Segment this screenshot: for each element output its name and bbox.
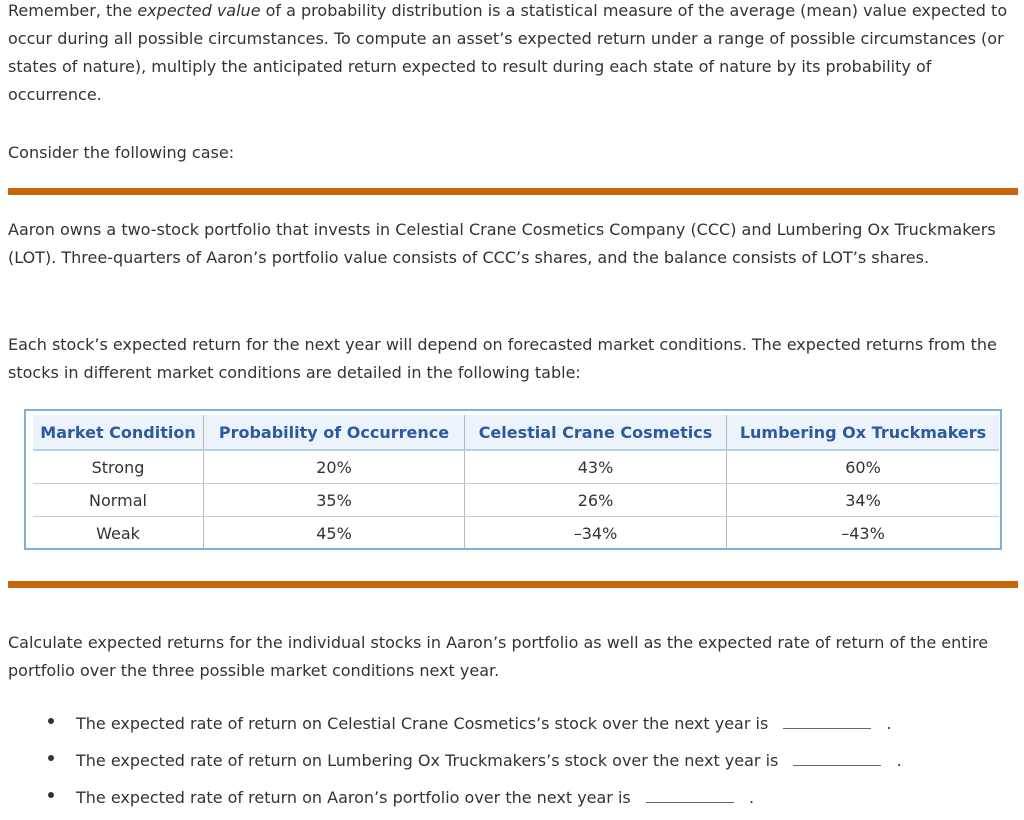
list-item xyxy=(54,745,902,782)
section-divider-top xyxy=(8,188,1018,195)
returns-table-container xyxy=(24,409,1002,550)
consider-text: Consider the following case: xyxy=(8,143,235,162)
cell-ccc-return: 26% xyxy=(465,484,727,517)
intro-paragraph xyxy=(8,0,1016,109)
cell-probability: 45% xyxy=(204,517,465,550)
table-header-row xyxy=(33,415,999,450)
question-text-lot: The expected rate of return on Lumbering Ox Truckmakers’s stock over the next year is xyxy=(76,751,779,770)
calculate-paragraph: Calculate expected returns for the individual stocks in Aaron’s portfolio as well as the expected rate of return of the entire portfolio over the three possible market conditions next year. xyxy=(8,633,989,680)
answer-period: . xyxy=(896,751,902,770)
table-intro-paragraph: Each stock’s expected return for the next year will depend on forecasted market conditions. The expected returns from the stocks in different market conditions are detailed in the following table: xyxy=(8,335,997,382)
answer-period: . xyxy=(748,788,755,807)
list-item xyxy=(54,782,902,819)
question-text-ccc: The expected rate of return on Celestial Crane Cosmetics’s stock over the next year is xyxy=(76,714,769,733)
bullet-dot xyxy=(48,792,54,798)
cell-ccc-return: –34% xyxy=(465,517,727,550)
cell-lot-return: 34% xyxy=(727,484,1000,517)
bullet-dot xyxy=(48,755,54,761)
header-lot: Lumbering Ox Truckmakers xyxy=(727,415,1000,450)
header-probability: Probability of Occurrence xyxy=(204,415,465,450)
cell-probability: 20% xyxy=(204,450,465,484)
returns-table xyxy=(33,415,999,549)
answer-period: . xyxy=(886,714,892,733)
intro-emphasis: expected value xyxy=(137,1,261,20)
table-row xyxy=(33,484,999,517)
cell-probability: 35% xyxy=(204,484,465,517)
case-paragraph: Aaron owns a two-stock portfolio that invests in Celestial Crane Cosmetics Company (CCC) and Lumbering Ox Truckmakers (LOT). Three-quarters of Aaron’s portfolio value consists of CCC’s shares, and the balance consists of LOT’s shares. xyxy=(8,220,996,267)
header-ccc: Celestial Crane Cosmetics xyxy=(465,415,727,450)
intro-text-rest: of a probability distribution is a statistical measure of the average (mean) value expected to occur during all possible circumstances. To compute an asset’s expected return under a range of possible circumstances (or states of nature), multiply the anticipated return expected to result during each state of nature by its probability of occurrence. xyxy=(8,1,1008,104)
list-item xyxy=(54,708,902,745)
cell-condition: Strong xyxy=(33,450,204,484)
table-row xyxy=(33,450,999,484)
table-row xyxy=(33,517,999,550)
answer-blank-lot[interactable] xyxy=(793,745,881,766)
cell-ccc-return: 43% xyxy=(465,450,727,484)
intro-text-start: Remember, the xyxy=(8,1,138,20)
answer-blank-ccc[interactable] xyxy=(783,708,871,729)
answer-blank-portfolio[interactable] xyxy=(646,782,734,803)
cell-condition: Weak xyxy=(96,523,140,543)
header-market-condition: Market Condition xyxy=(33,415,204,450)
cell-lot-return: 60% xyxy=(727,450,1000,484)
section-divider-bottom xyxy=(8,581,1018,588)
question-list xyxy=(54,708,902,819)
cell-lot-return: –43% xyxy=(727,517,1000,550)
cell-condition: Normal xyxy=(33,484,204,517)
question-text-portfolio: The expected rate of return on Aaron’s portfolio over the next year is xyxy=(76,788,631,807)
bullet-dot xyxy=(48,718,54,724)
